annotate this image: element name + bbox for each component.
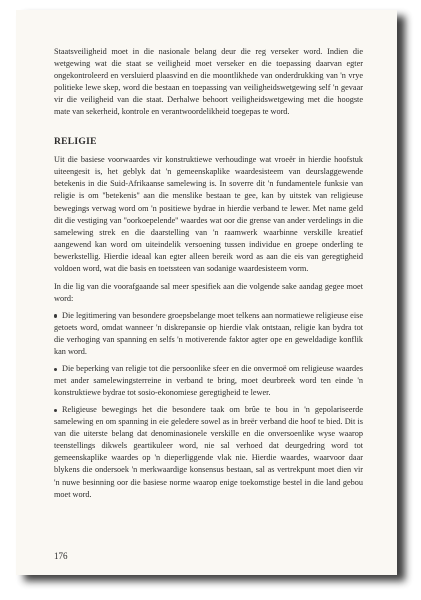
bullet-dot-icon xyxy=(54,409,57,412)
paragraph-state-security: Staatsveiligheid moet in die nasionale belang deur die reg verseker word. Indien die wetgewing wat die staat se veiligheid moet verseker en die toepassing daarvan egter ongekontroleerd en versluierd plaasvind en die moontlikhede van onderdrukking van 'n vrye politieke lewe skep, word die bestaan en toepassing van veiligheidswetgewing self 'n gevaar vir die veiligheid van die staat. Derhalwe behoort veiligheidswetgewing met die hoogste mate van sekerheid, kontrole en verantwoordelikheid toegepas te word. xyxy=(54,47,363,117)
bullet-text: Die beperking van religie tot die persoonlike sfeer en die onvermoë om religieuse waardes met ander samelewingsterreine in verband te bring, moet deurbreek word ten einde 'n konstruktiewe bydrae tot sosio-ekonomiese geregtigheid te lewer. xyxy=(54,364,363,398)
book-page xyxy=(16,10,397,575)
bullet-text: Die legitimering van besondere groepsbelange moet telkens aan normatiewe religieuse eise getoets word, omdat wanneer 'n diskrepansie op hierdie vlak ontstaan, religie kan bydra tot die verhoging van spanning en selfs 'n motiverende faktor agter ope en geweldadige konflik kan word. xyxy=(54,310,364,357)
paragraph-religion-values: Uit die basiese voorwaardes vir konstruktiewe verhoudinge wat vroeër in hierdie hoofstuk uiteengesit is, het geblyk dat 'n gemeenskaplike waardesisteem van deurslaggewende betekenis in die Suid-Afrikaanse samelewing is. In soverre dit 'n fundamentele funksie van religie is om ''betekenis'' aan die menslike bestaan te gee, kan by uitstek van religieuse bewegings verwag word om 'n positiewe bydrae in hierdie verband te lewer. Met name geld dit die vestiging van ''oorkoepelende'' waardes wat oor die grense van ander verdelings in die samelewing strek en die daarstelling van 'n raamwerk waarbinne verskille kreatief aangewend kan word om uiteindelik versoening tussen individue en groepe onderling te bewerkstellig. Hierdie ideaal kan egter alleen bereik word as aan die eis van geregtigheid voldoen word, wat die basis en toetssteen van sodanige waardesisteem vorm. xyxy=(54,155,363,273)
bullet-item-legitimation xyxy=(54,310,363,358)
section-heading-religie: RELIGIE xyxy=(54,137,97,148)
bullet-item-bridges xyxy=(54,404,363,500)
bullet-text: Religieuse bewegings het die besondere taak om brûe te bou in 'n gepolariseerde samelewing en om spanning in eie geledere sowel as in breër verband die hoof te bied. Dit is van die uiterste belang dat denominasionele verskille en die onversoenlike wyse waarop teenstellings dikwels geartikuleer word, nie sal verhoed dat deurgedring word tot gemeenskaplike waardes op 'n dieperliggende vlak nie. Hierdie waardes, waarvoor daar blykens die ondersoek 'n merkwaardige konsensus bestaan, sal as vertrekpunt moet dien vir 'n nuwe besinning oor die basiese norme waarop enige toekomstige bestel in die land gebou moet word. xyxy=(54,405,363,499)
page-number: 176 xyxy=(54,551,68,561)
bullet-dot-icon xyxy=(54,314,57,317)
bullet-item-limitation xyxy=(54,363,363,399)
paragraph-intro-list: In die lig van die voorafgaande sal meer spesifiek aan die volgende sake aandag gegee moet word: xyxy=(54,281,363,303)
bullet-dot-icon xyxy=(54,368,57,371)
